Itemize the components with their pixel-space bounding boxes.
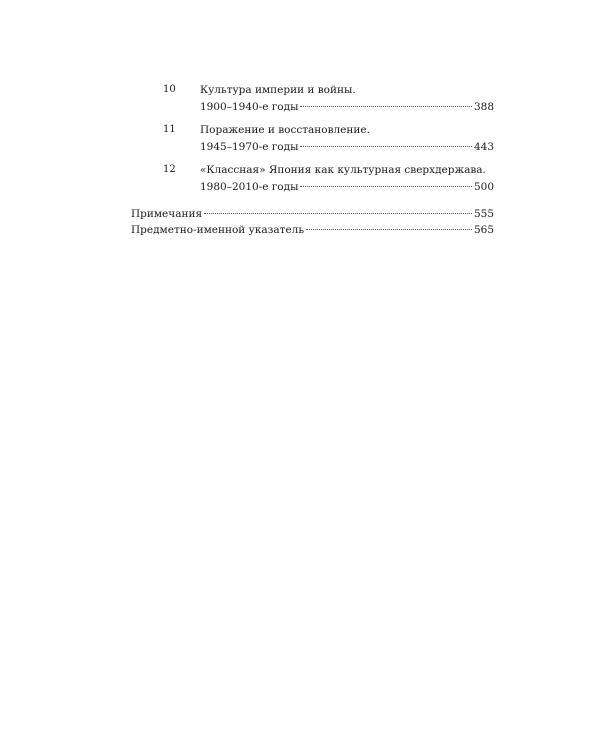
chapter-number: 12 [163, 164, 176, 175]
page-number: 443 [473, 141, 494, 153]
chapter-number: 10 [163, 84, 176, 95]
dot-leader [300, 146, 472, 147]
chapter-period-line [200, 139, 494, 155]
dot-leader [204, 213, 472, 214]
page-number: 500 [473, 181, 494, 193]
chapter-title: Поражение и восстановление. [200, 124, 370, 136]
dot-leader [300, 106, 472, 107]
toc-entry-index [131, 222, 494, 238]
chapter-title: Культура империи и войны. [200, 84, 356, 96]
chapter-period-line [200, 179, 494, 195]
page-number: 565 [473, 224, 494, 236]
chapter-period: 1900–1940-е годы [200, 101, 299, 113]
page-number: 555 [473, 208, 494, 220]
dot-leader [300, 186, 472, 187]
chapter-title: «Классная» Япония как культурная сверхдержава. [200, 164, 486, 176]
chapter-period-line [200, 99, 494, 115]
page-number: 388 [473, 101, 494, 113]
chapter-period: 1945–1970-е годы [200, 141, 299, 153]
dot-leader [306, 229, 472, 230]
entry-title: Примечания [131, 208, 203, 220]
entry-title: Предметно-именной указатель [131, 224, 305, 236]
toc-entry-notes [131, 206, 494, 222]
chapter-period: 1980–2010-е годы [200, 181, 299, 193]
chapter-number: 11 [163, 124, 176, 135]
